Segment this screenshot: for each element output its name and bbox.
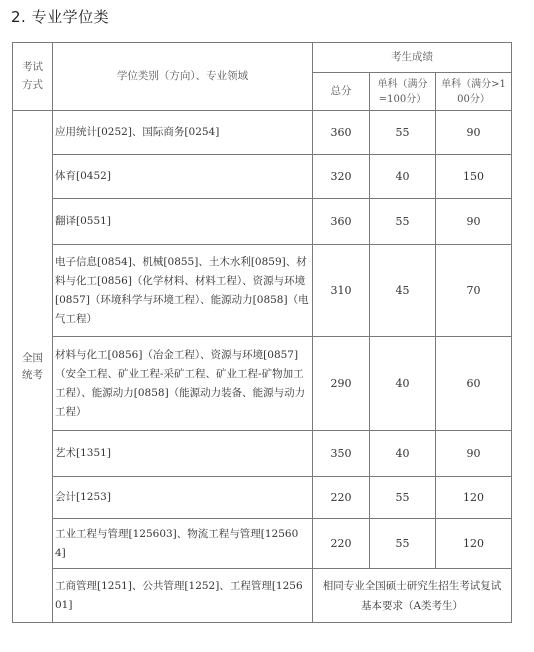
table-row xyxy=(13,155,512,199)
total-score: 220 xyxy=(313,477,370,519)
single-gt100-score: 120 xyxy=(436,477,512,519)
header-field: 学位类别（方向）、专业领域 xyxy=(53,43,313,111)
total-score: 220 xyxy=(313,519,370,569)
table-row xyxy=(13,431,512,477)
table-row xyxy=(13,477,512,519)
single-gt100-score: 60 xyxy=(436,337,512,431)
single-le100-score: 40 xyxy=(370,155,436,199)
header-total: 总分 xyxy=(313,73,370,111)
table-row xyxy=(13,111,512,155)
field-cell: 翻译[0551] xyxy=(53,199,313,245)
requirement-note: 相同专业全国硕士研究生招生考试复试基本要求（A类考生） xyxy=(313,569,512,623)
single-le100-score: 55 xyxy=(370,111,436,155)
table-row-last xyxy=(13,569,512,623)
section-heading: 2. 专业学位类 xyxy=(11,8,110,26)
field-cell: 会计[1253] xyxy=(53,477,313,519)
total-score: 350 xyxy=(313,431,370,477)
single-gt100-score: 70 xyxy=(436,245,512,337)
total-score: 360 xyxy=(313,111,370,155)
single-le100-score: 40 xyxy=(370,431,436,477)
single-gt100-score: 120 xyxy=(436,519,512,569)
single-le100-score: 55 xyxy=(370,477,436,519)
admission-score-table xyxy=(12,42,512,623)
single-gt100-score: 150 xyxy=(436,155,512,199)
total-score: 290 xyxy=(313,337,370,431)
total-score: 360 xyxy=(313,199,370,245)
table-row xyxy=(13,199,512,245)
header-single-le100: 单科（满分=100分） xyxy=(370,73,436,111)
single-le100-score: 55 xyxy=(370,199,436,245)
header-single-gt100: 单科（满分>100分） xyxy=(436,73,512,111)
single-gt100-score: 90 xyxy=(436,199,512,245)
total-score: 310 xyxy=(313,245,370,337)
field-cell: 工业工程与管理[125603]、物流工程与管理[125604] xyxy=(53,519,313,569)
table-row xyxy=(13,519,512,569)
field-cell: 电子信息[0854]、机械[0855]、土木水利[0859]、材料与化工[0856]（化学材料、材料工程）、资源与环境[0857]（环境科学与环境工程）、能源动力[0858]（电气工程） xyxy=(53,245,313,337)
single-gt100-score: 90 xyxy=(436,431,512,477)
field-cell: 艺术[1351] xyxy=(53,431,313,477)
field-cell: 工商管理[1251]、公共管理[1252]、工程管理[125601] xyxy=(53,569,313,623)
field-cell: 材料与化工[0856]（冶金工程）、资源与环境[0857]（安全工程、矿业工程-采矿工程、矿业工程-矿物加工工程）、能源动力[0858]（能源动力装备、能源与动力工程） xyxy=(53,337,313,431)
header-scores: 考生成绩 xyxy=(313,43,512,73)
total-score: 320 xyxy=(313,155,370,199)
table-row xyxy=(13,245,512,337)
single-le100-score: 40 xyxy=(370,337,436,431)
field-cell: 体育[0452] xyxy=(53,155,313,199)
table-row xyxy=(13,337,512,431)
header-exam-method: 考试方式 xyxy=(13,43,53,111)
single-le100-score: 55 xyxy=(370,519,436,569)
field-cell: 应用统计[0252]、国际商务[0254] xyxy=(53,111,313,155)
single-le100-score: 45 xyxy=(370,245,436,337)
single-gt100-score: 90 xyxy=(436,111,512,155)
exam-method-cell: 全国统考 xyxy=(13,111,53,623)
